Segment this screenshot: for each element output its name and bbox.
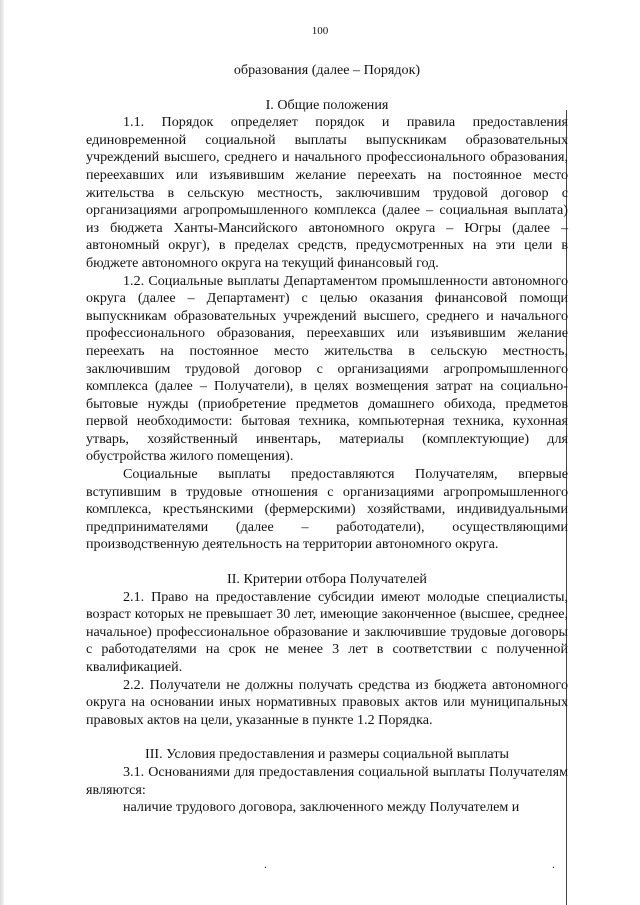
section-2-heading: II. Критерии отбора Получателей <box>227 571 427 588</box>
paragraph-3-2: наличие трудового договора, заключенного между Получателем и <box>123 799 520 816</box>
paragraph-3-1: 3.1. Основаниями для предоставления социальной выплаты Получателям являются: <box>86 763 568 798</box>
scan-speck: . <box>264 857 267 871</box>
paragraph-1-2: 1.2. Социальные выплаты Департаментом промышленности автономного округа (далее – Департамент) с целью оказания финансовой помощи выпускникам образовательных учреждений высшего, среднего и начального профессионального образования, переехавших или изъявившим желание переехать на постоянное место жительства в сельскую местность, заключившим трудовой договор с организациями агропромышленного комплекса (далее – Получатели), в целях возмещения затрат на социально-бытовые нужды (приобретение предметов домашнего обихода, предметов первой необходимости: бытовая техника, компьютерная техника, кухонная утварь, хозяйственный инвентарь, материалы (комплектующие) для обустройства жилого помещения). <box>86 272 568 465</box>
paragraph-1-3: Социальные выплаты предоставляются Получателям, впервые вступившим в трудовые отношения с организациями агропромышленного комплекса, крестьянскими (фермерскими) хозяйствами, индивидуальными предпринимателями (далее – работодатели), осуществляющими производственную деятельность на территории автономного округа. <box>86 466 568 553</box>
scan-speck: . <box>552 857 555 871</box>
document-body <box>86 62 568 817</box>
intro-line: образования (далее – Порядок) <box>233 62 421 78</box>
page-number: 100 <box>311 25 329 37</box>
section-3-heading: III. Условия предоставления и размеры социальной выплаты <box>145 746 509 763</box>
paragraph-2-1: 2.1. Право на предоставление субсидии имеют молодые специалисты, возраст которых не превышает 30 лет, имеющие законченное (высшее, среднее, начальное) профессиональное образование и заключившие трудовые договоры с работодателями на срок не менее 3 лет в соответствии с полученной квалификацией. <box>86 588 568 675</box>
section-1-heading: I. Общие положения <box>265 96 389 113</box>
paragraph-2-2: 2.2. Получатели не должны получать средства из бюджета автономного округа на основании иных нормативных правовых актов или муниципальных правовых актов на цели, указанные в пункте 1.2 Порядка. <box>86 676 568 728</box>
paragraph-1-1: 1.1. Порядок определяет порядок и правила предоставления единовременной социальной выплаты выпускникам образовательных учреждений высшего, среднего и начального профессионального образования, переехавших или изъявившим желание переехать на постоянное место жительства в сельскую местность, заключившим трудовой договор с организациями агропромышленного комплекса (далее – социальная выплата) из бюджета Ханты-Мансийского автономного округа – Югры (далее – автономный округ), в пределах средств, предусмотренных на эти цели в бюджете автономного округа на текущий финансовый год. <box>86 114 568 271</box>
scan-left-edge <box>0 0 4 905</box>
